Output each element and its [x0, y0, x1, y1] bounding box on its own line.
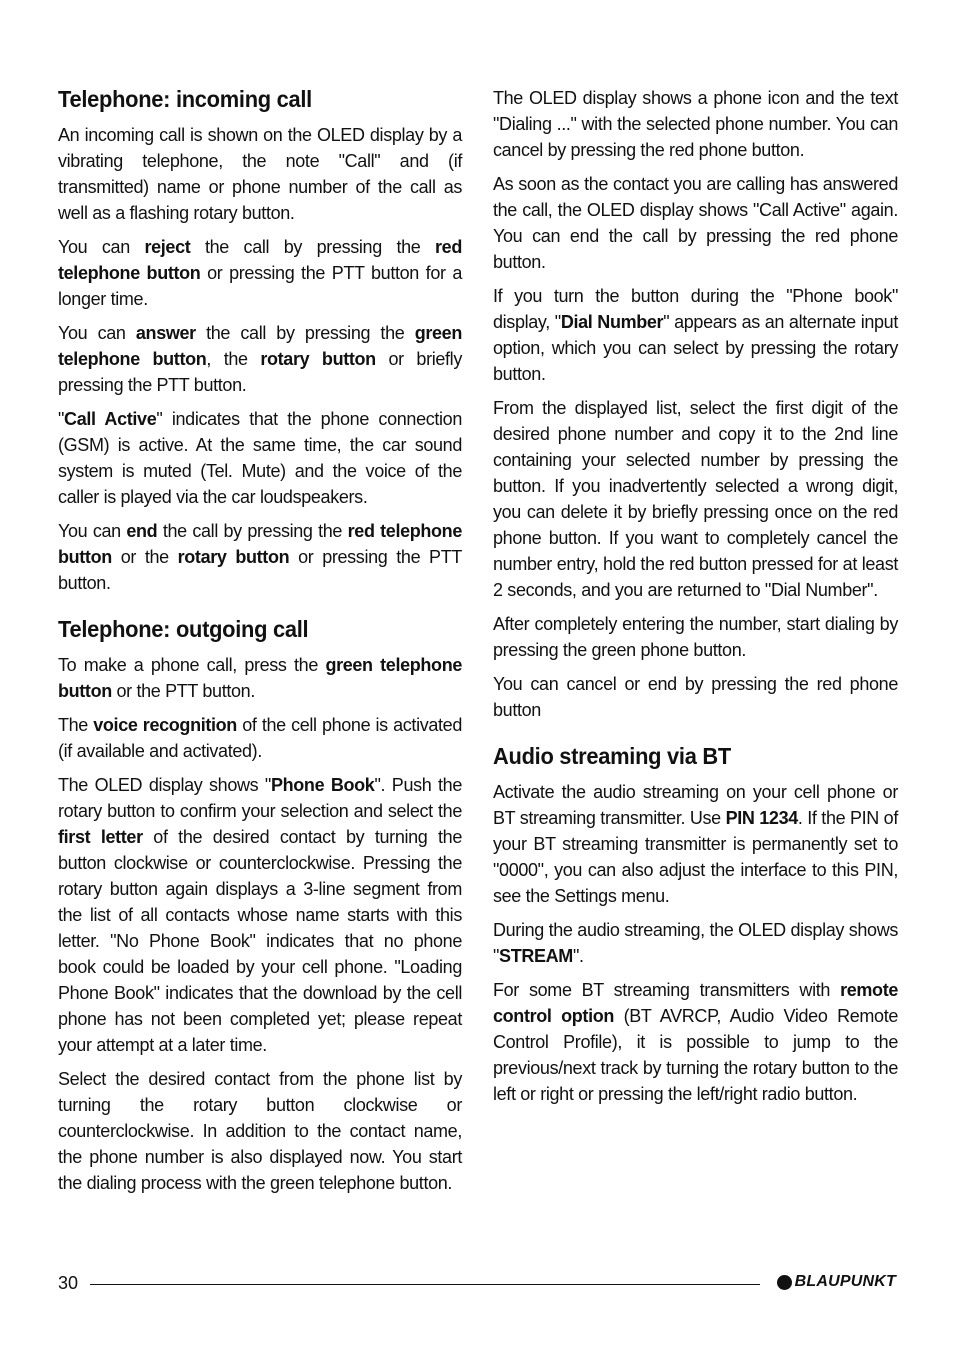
paragraph: After completely entering the number, start dialing by pressing the green phone button.	[493, 614, 898, 660]
logo-dot-icon	[777, 1275, 792, 1290]
left-column	[58, 84, 462, 1204]
blaupunkt-logo	[777, 1273, 896, 1291]
section-heading-incoming-call: Telephone: incoming call	[58, 86, 312, 112]
paragraph: For some BT streaming transmitters with remote control option (BT AVRCP, Audio Video Remote Control Profile), it is possible to jump to the previous/next track by turning the rotary button to the left or right or pressing the left/right radio button.	[493, 980, 899, 1104]
section-heading-audio-streaming: Audio streaming via BT	[493, 743, 731, 769]
section-heading-outgoing-call: Telephone: outgoing call	[58, 616, 309, 642]
paragraph: An incoming call is shown on the OLED display by a vibrating telephone, the note "Call" and (if transmitted) name or phone number of the call as well as a flashing rotary button.	[58, 125, 462, 223]
paragraph: Select the desired contact from the phone list by turning the rotary button clockwise or counterclockwise. In addition to the contact name, the phone number is also displayed now. You start the dialing process with the green telephone button.	[58, 1069, 462, 1193]
page-footer	[58, 1270, 898, 1296]
paragraph: If you turn the button during the "Phone book" display, "Dial Number" appears as an alternate input option, which you can select by pressing the rotary button.	[493, 286, 898, 384]
right-column	[493, 85, 898, 1115]
paragraph: You can answer the call by pressing the green telephone button, the rotary button or briefly pressing the PTT button.	[58, 323, 462, 395]
paragraph: You can cancel or end by pressing the red phone button	[493, 674, 898, 720]
paragraph: To make a phone call, press the green telephone button or the PTT button.	[58, 655, 462, 701]
paragraph: The voice recognition of the cell phone is activated (if available and activated).	[58, 715, 462, 761]
paragraph: Activate the audio streaming on your cell phone or BT streaming transmitter. Use PIN 1234. If the PIN of your BT streaming transmitter is permanently set to "0000", you can also adjust the interface to this PIN, see the Settings menu.	[493, 782, 898, 906]
paragraph: "Call Active" indicates that the phone connection (GSM) is active. At the same time, the car sound system is muted (Tel. Mute) and the voice of the caller is played via the car loudspeakers.	[58, 409, 462, 507]
paragraph: You can end the call by pressing the red telephone button or the rotary button or pressing the PTT button.	[58, 521, 462, 593]
page-number: 30	[58, 1273, 79, 1293]
paragraph: The OLED display shows "Phone Book". Push the rotary button to confirm your selection and select the first letter of the desired contact by turning the button clockwise or counterclockwise. Pressing the rotary button again displays a 3-line segment from the list of all contacts whose name starts with this letter. "No Phone Book" indicates that no phone book could be loaded by your cell phone. "Loading Phone Book" indicates that the download by the cell phone has not been completed yet; please repeat your attempt at a later time.	[58, 775, 463, 1055]
paragraph: As soon as the contact you are calling has answered the call, the OLED display shows "Call Active" again. You can end the call by pressing the red phone button.	[493, 174, 898, 272]
paragraph: The OLED display shows a phone icon and the text "Dialing ..." with the selected phone number. You can cancel by pressing the red phone button.	[493, 88, 898, 160]
logo-text: BLAUPUNKT	[794, 1273, 896, 1290]
paragraph: From the displayed list, select the first digit of the desired phone number and copy it to the 2nd line containing your selected number by pressing the button. If you inadvertently selected a wrong digit, you can delete it by briefly pressing once on the red phone button. If you want to completely cancel the number entry, hold the red button pressed for at least 2 seconds, and you are returned to "Dial Number".	[493, 398, 898, 600]
paragraph: During the audio streaming, the OLED display shows "STREAM".	[493, 920, 898, 966]
paragraph: You can reject the call by pressing the red telephone button or pressing the PTT button for a longer time.	[58, 237, 462, 309]
footer-rule	[90, 1284, 760, 1285]
